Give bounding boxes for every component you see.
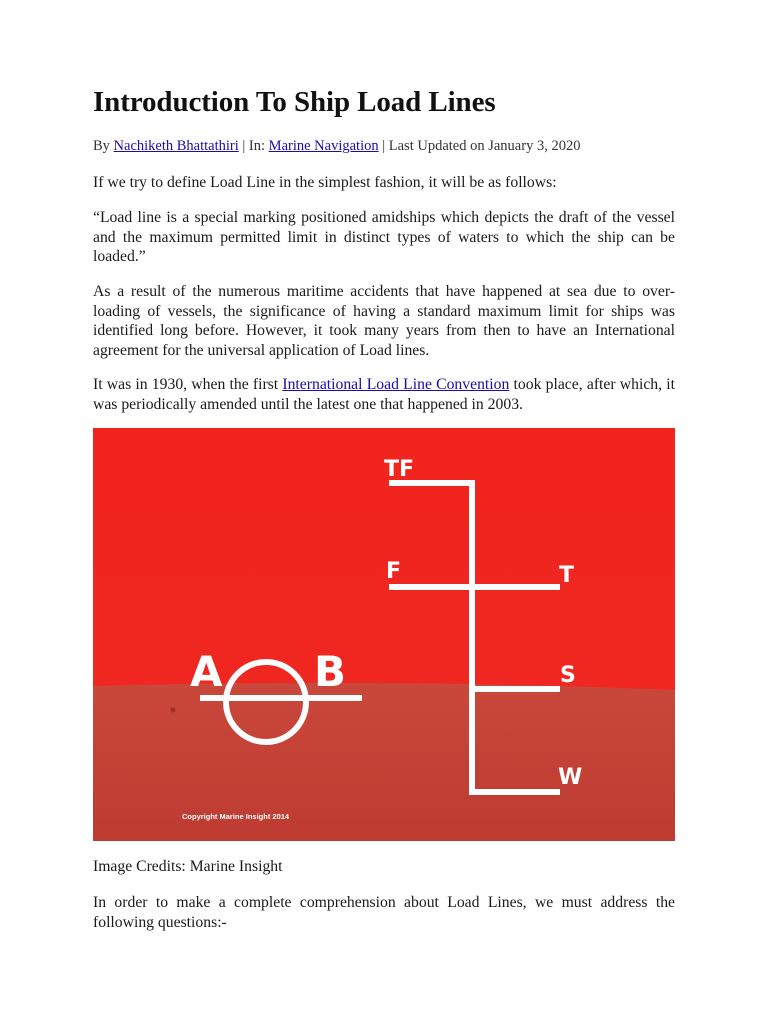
mark-f: F — [386, 559, 402, 584]
author-link[interactable]: Nachiketh Bhattathiri — [113, 138, 239, 154]
paragraph-definition-quote: “Load line is a special marking positioned amidships which depicts the draft of the vessel and the maximum permitted limit in distinct types of waters to which the ship can be loaded.” — [93, 209, 675, 265]
hull-lower-red — [93, 683, 675, 841]
image-credits: Image Credits: Marine Insight — [93, 858, 283, 875]
load-line-marking-illustration — [93, 428, 675, 841]
convention-text-after: took place, after which, it was periodically amended until the latest one that happened in 2003. — [93, 376, 675, 413]
mark-b: B — [314, 647, 347, 696]
article-title: Introduction To Ship Load Lines — [93, 86, 496, 118]
mark-s: S — [560, 663, 576, 688]
convention-link[interactable]: International Load Line Convention — [282, 376, 510, 393]
paragraph-convention — [93, 375, 675, 414]
category-link[interactable]: Marine Navigation — [268, 138, 379, 154]
paragraph-intro: If we try to define Load Line in the simplest fashion, it will be as follows: — [93, 174, 557, 191]
byline-updated: | Last Updated on January 3, 2020 — [382, 138, 581, 154]
mark-a: A — [190, 647, 223, 696]
load-line-photo — [93, 428, 675, 841]
paragraph-questions: In order to make a complete comprehension about Load Lines, we must address the following questions:- — [93, 894, 675, 931]
mark-w: W — [558, 765, 583, 790]
mark-tf: TF — [384, 457, 415, 482]
mark-t: T — [559, 563, 575, 588]
photo-copyright: Copyright Marine Insight 2014 — [182, 812, 290, 821]
hull-rivet — [171, 708, 176, 713]
byline — [93, 138, 580, 155]
byline-by: By — [93, 138, 110, 154]
byline-in: | In: — [242, 138, 266, 154]
convention-text-before: It was in 1930, when the first — [93, 376, 283, 393]
paragraph-history: As a result of the numerous maritime accidents that have happened at sea due to over-loading of vessels, the significance of having a standard maximum limit for ships was identified long before. However, it took many years from then to have an International agreement for the universal application of Load lines. — [93, 283, 675, 359]
